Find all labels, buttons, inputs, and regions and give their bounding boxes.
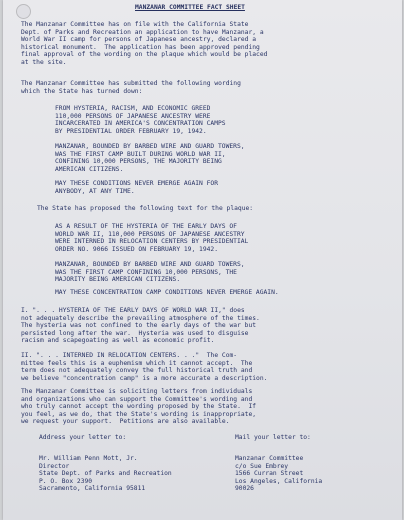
objection-one: I. ". . . HYSTERIA OF THE EARLY DAYS OF WORLD WAR II," does not adequately describe the prevailing atmosphere of the times. The hysteria was not confined to the early days of the war but persisted long after the war. Hysteria was used to disguise racism and scapegoating as well as economic profit. <box>21 307 260 345</box>
committee-wording-2: MANZANAR, BOUNDED BY BARBED WIRE AND GUARD TOWERS, WAS THE FIRST CAMP BUILT DURING WORLD WAR II, CONFINING 10,000 PERSONS, THE MAJORITY BEING AMERICAN CITIZENS. <box>55 143 245 173</box>
address-block: Mr. William Penn Mott, Jr. Director State Dept. of Parks and Recreation P. O. Box 2390 Sacramento, California 95811 <box>39 455 172 493</box>
page-title: MANZANAR COMMITTEE FACT SHEET <box>135 4 245 11</box>
solicit-paragraph: The Manzanar Committee is soliciting letters from individuals and organizations who can support the Committee's wording and who truly cannot accept the wording proposed by the State. If you feel, as we do, that the State's wording is inappropriate, we request your support. Petitions are also available. <box>21 388 257 426</box>
fact-sheet-page <box>3 0 402 520</box>
intro-paragraph: The Manzanar Committee has on file with the California State Dept. of Parks and Recreation an application to have Manzanar, a World War II camp for persons of Japanese ancestry, declared a historical monument. The application has been approved pending final approval of the wording on the plaque which would be placed at the site. <box>21 21 268 66</box>
state-wording-2: MANZANAR, BOUNDED BY BARBED WIRE AND GUARD TOWERS, WAS THE FIRST CAMP CONFINING 10,000 PERSONS, THE MAJORITY BEING AMERICAN CITIZENS. <box>55 261 245 284</box>
submitted-intro: The Manzanar Committee has submitted the following wording which the State has turned down: <box>21 80 241 95</box>
address-heading: Address your letter to: <box>39 434 127 441</box>
state-intro: The State has proposed the following text for the plaque: <box>37 205 254 212</box>
mail-block: Manzanar Committee c/o Sue Embrey 1566 Curran Street Los Angeles, California 90026 <box>235 455 323 493</box>
state-wording-3: MAY THESE CONCENTRATION CAMP CONDITIONS NEVER EMERGE AGAIN. <box>55 289 279 296</box>
state-wording-1: AS A RESULT OF THE HYSTERIA OF THE EARLY DAYS OF WORLD WAR II, 110,000 PERSONS OF JAPANESE ANCESTRY WERE INTERNED IN RELOCATION CENTERS BY PRESIDENTIAL ORDER NO. 9066 ISSUED ON FEBRUARY 19, 1942. <box>55 223 249 253</box>
mail-heading: Mail your letter to: <box>235 434 311 441</box>
objection-two: II. ". . . INTERNED IN RELOCATION CENTERS. . ." The Com- mittee feels this is a euphemism which it cannot accept. The term does not adequately convey the full historical truth and we believe "concentration camp" is a more accurate a description. <box>21 352 268 382</box>
committee-wording-3: MAY THESE CONDITIONS NEVER EMERGE AGAIN FOR ANYBODY, AT ANY TIME. <box>55 180 219 195</box>
staple-hole <box>16 4 31 19</box>
committee-wording-1: FROM HYSTERIA, RACISM, AND ECONOMIC GREED 110,000 PERSONS OF JAPANESE ANCESTRY WERE INCARCERATED IN AMERICA'S CONCENTRATION CAMPS BY PRESIDENTIAL ORDER FEBRUARY 19, 1942. <box>55 105 226 135</box>
